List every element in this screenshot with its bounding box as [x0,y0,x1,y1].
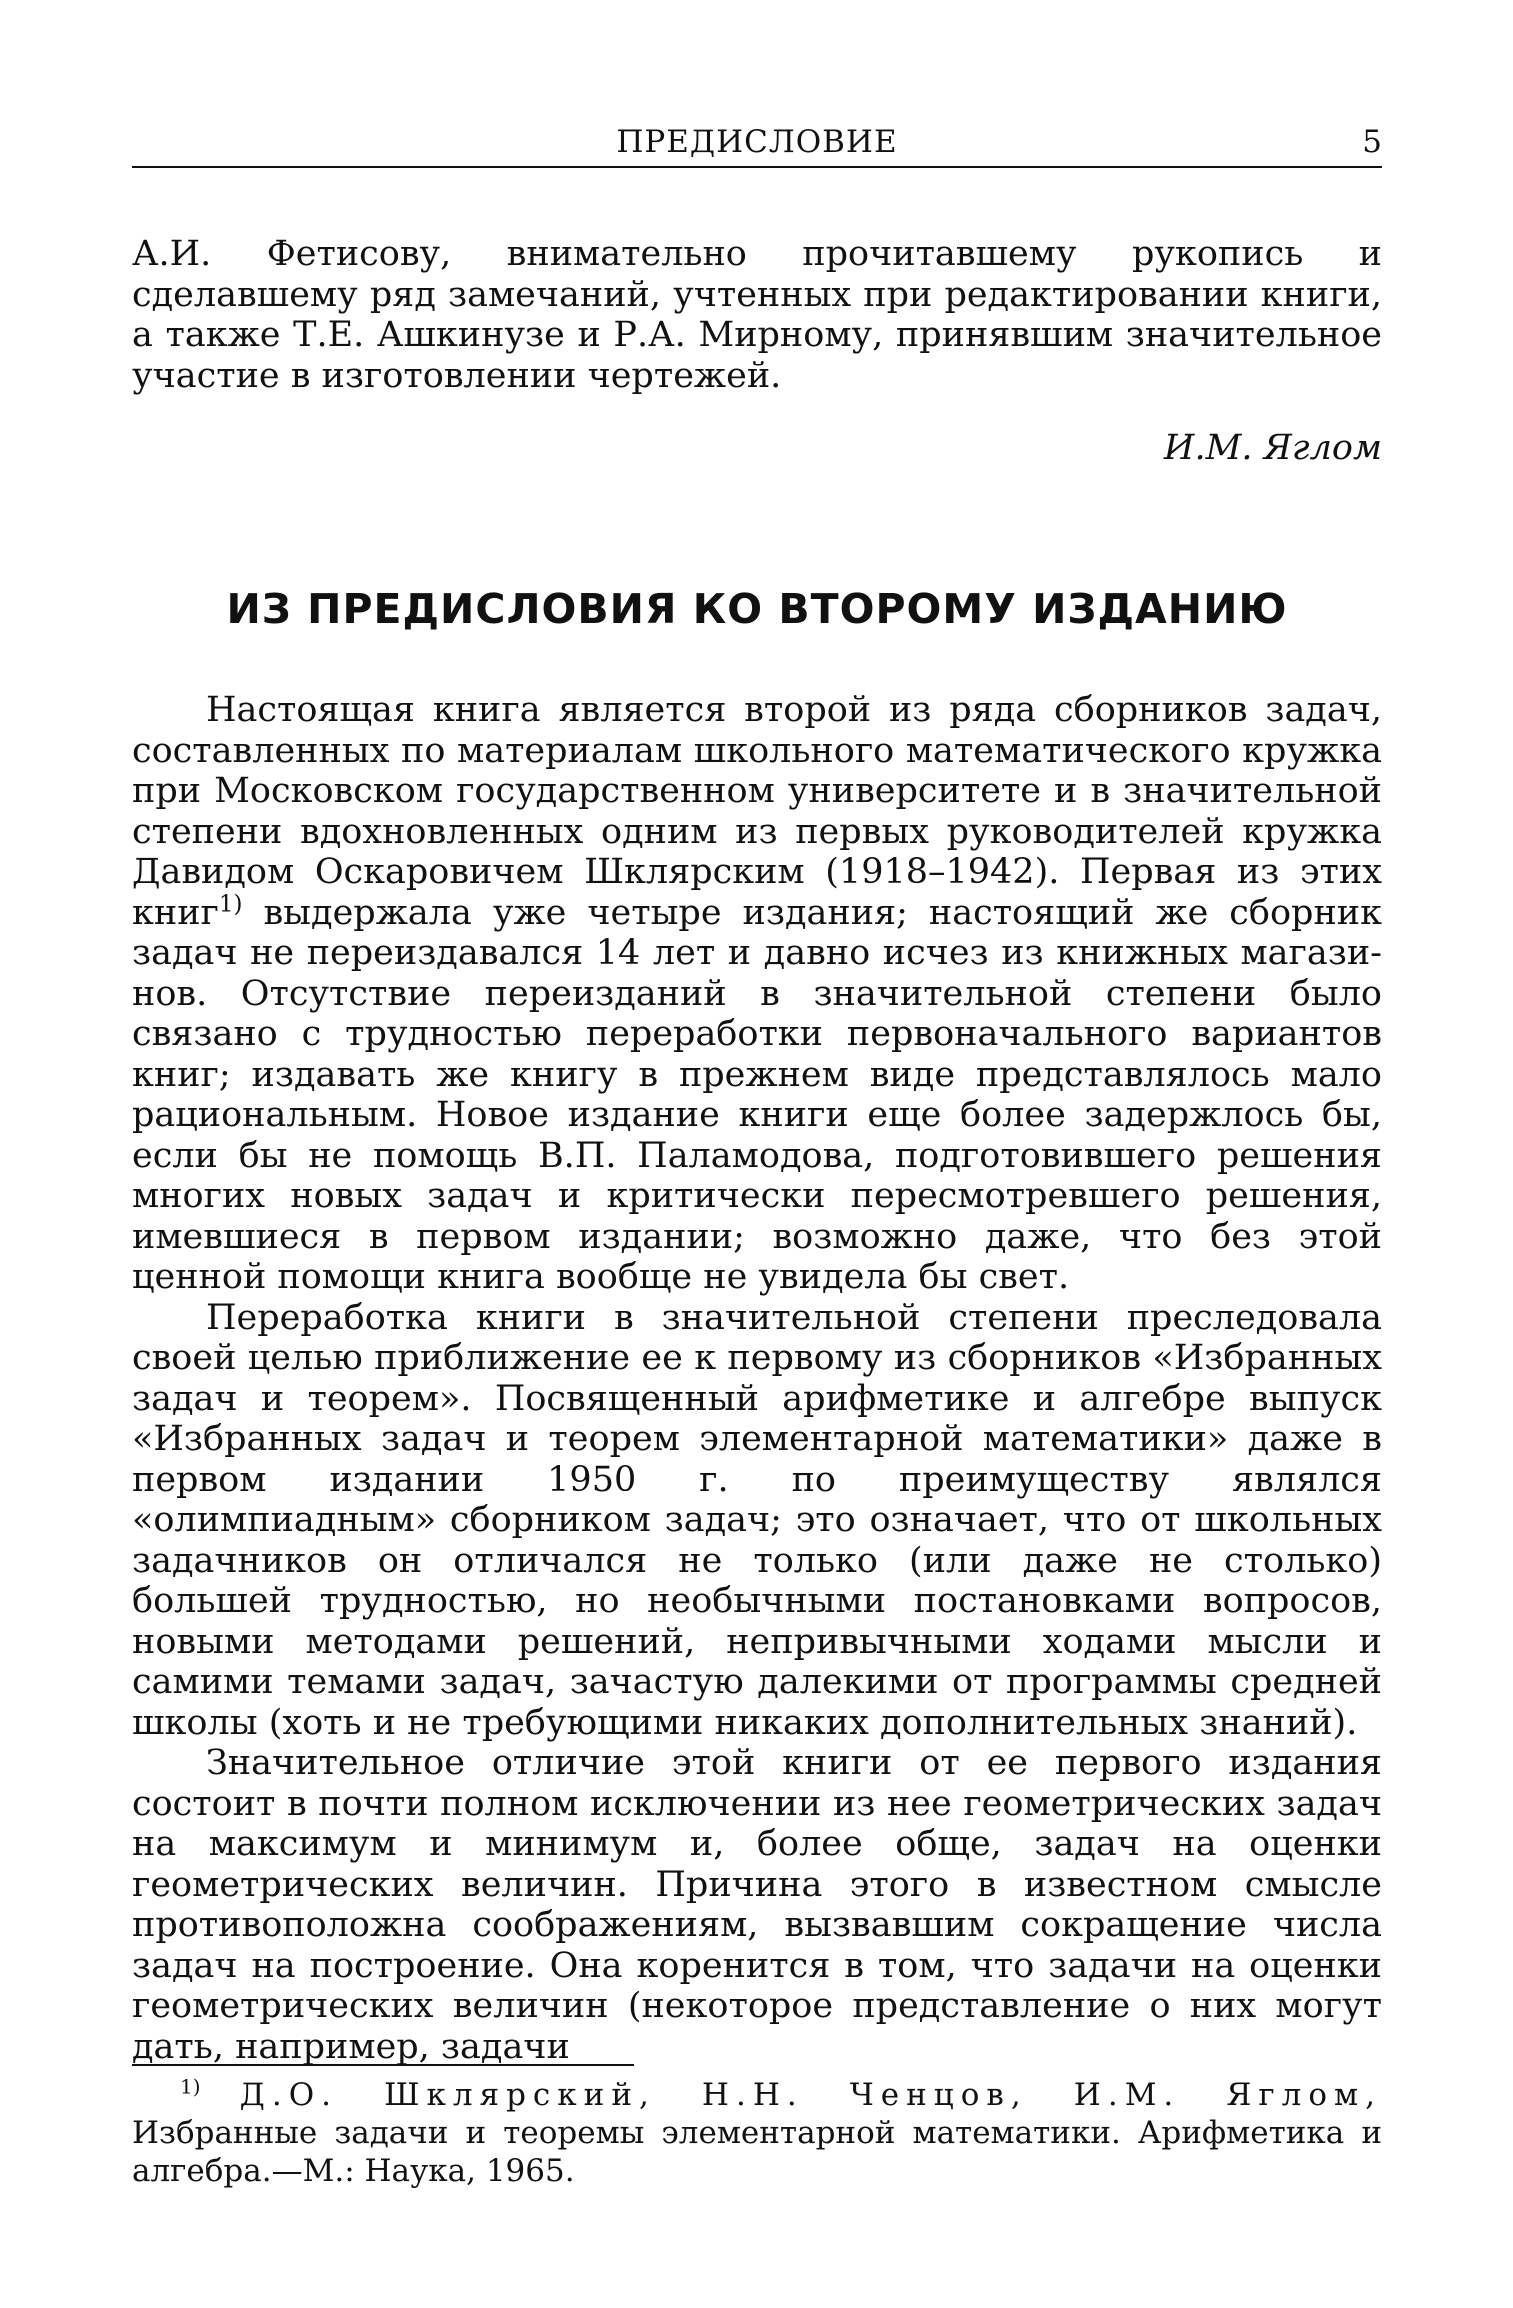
footnote-reference[interactable]: 1) [218,890,243,917]
running-title: ПРЕДИСЛОВИЕ [616,124,898,160]
footnote-divider [132,2064,634,2066]
intro-paragraph [132,234,1382,396]
footnote-paragraph [132,2076,1382,2190]
signature: И.М. Яглом [1163,428,1382,468]
intro-text: А.И. Фетисову, внимательно прочитавшему рукопись и сделавшему ряд замечаний, учтенных при редактировании книги, а также Т.Е. Ашкинузе и Р.А. Мирному, принявшим значительное участие в изготовлении чертежей. [132,234,1382,396]
paragraph-1 [132,690,1382,1298]
footnote [132,2076,1382,2190]
paragraph-1-text-a: Настоящая книга является второй из ряда сборников задач, составленных по материалам школьного математического кружка при Московском государственном университете и в значительной степени вдохновленных одним из первых руководителей кружка Давидом Оскаровичем Шклярским (1918–1942). Первая из этих книг [132,690,1382,933]
footnote-authors: Д.О. Шклярский, Н.Н. Ченцов, И.М. Яглом, [239,2077,1382,2113]
paragraph-3: Значительное отличие этой книги от ее первого издания состоит в почти полном исключении из нее геометрических задач на максимум и минимум и, более обще, задач на оценки геометрических величин. Причина этого в известном смысле противоположна соображениям, вызвавшим сокращение числа задач на построение. Она коренится в том, что задачи на оценки геометрических величин (некоторое представление о них могут дать, например, задачи [132,1743,1382,2067]
section-heading: ИЗ ПРЕДИСЛОВИЯ КО ВТОРОМУ ИЗДАНИЮ [226,585,1288,633]
section-body [132,690,1382,2067]
paragraph-1-text-b: выдержала уже четыре издания; настоящий же сборник задач не переиздавался 14 лет и давно исчез из книжных магазинов. Отсутствие переизданий в значительной степени было связано с трудностью переработки первоначального вариантов книг; издавать же книгу в прежнем виде представлялось мало рациональным. Новое издание книги еще более задержлось бы, если бы не помощь В.П. Паламодова, подготовившего решения многих новых задач и критически пересмотревшего решения, имевшиеся в первом издании; возможно даже, что без этой ценной помощи книга вообще не увидела бы свет. [132,892,1382,1297]
footnote-mark: 1) [180,2074,201,2099]
footnote-text: Избранные задачи и теоремы элементарной математики. Арифметика и алгебра.—М.: Наука, 1965. [132,2115,1382,2189]
running-header [132,122,1382,168]
page-number: 5 [1362,124,1382,160]
paragraph-2: Переработка книги в значительной степени преследовала своей целью приближение ее к первому из сборников «Избранных задач и теорем». Посвященный арифметике и алгебре выпуск «Избранных задач и теорем элементарной математики» даже в первом издании 1950 г. по преимуществу являлся «олимпиадным» сборником задач; это означает, что от школьных задачников он отличался не только (или даже не столько) большей трудностью, но необычными постановками вопросов, новыми методами решений, непривычными ходами мысли и самими темами задач, зачастую далекими от программы средней школы (хоть и не требующими никаких дополнительных знаний). [132,1297,1382,1743]
